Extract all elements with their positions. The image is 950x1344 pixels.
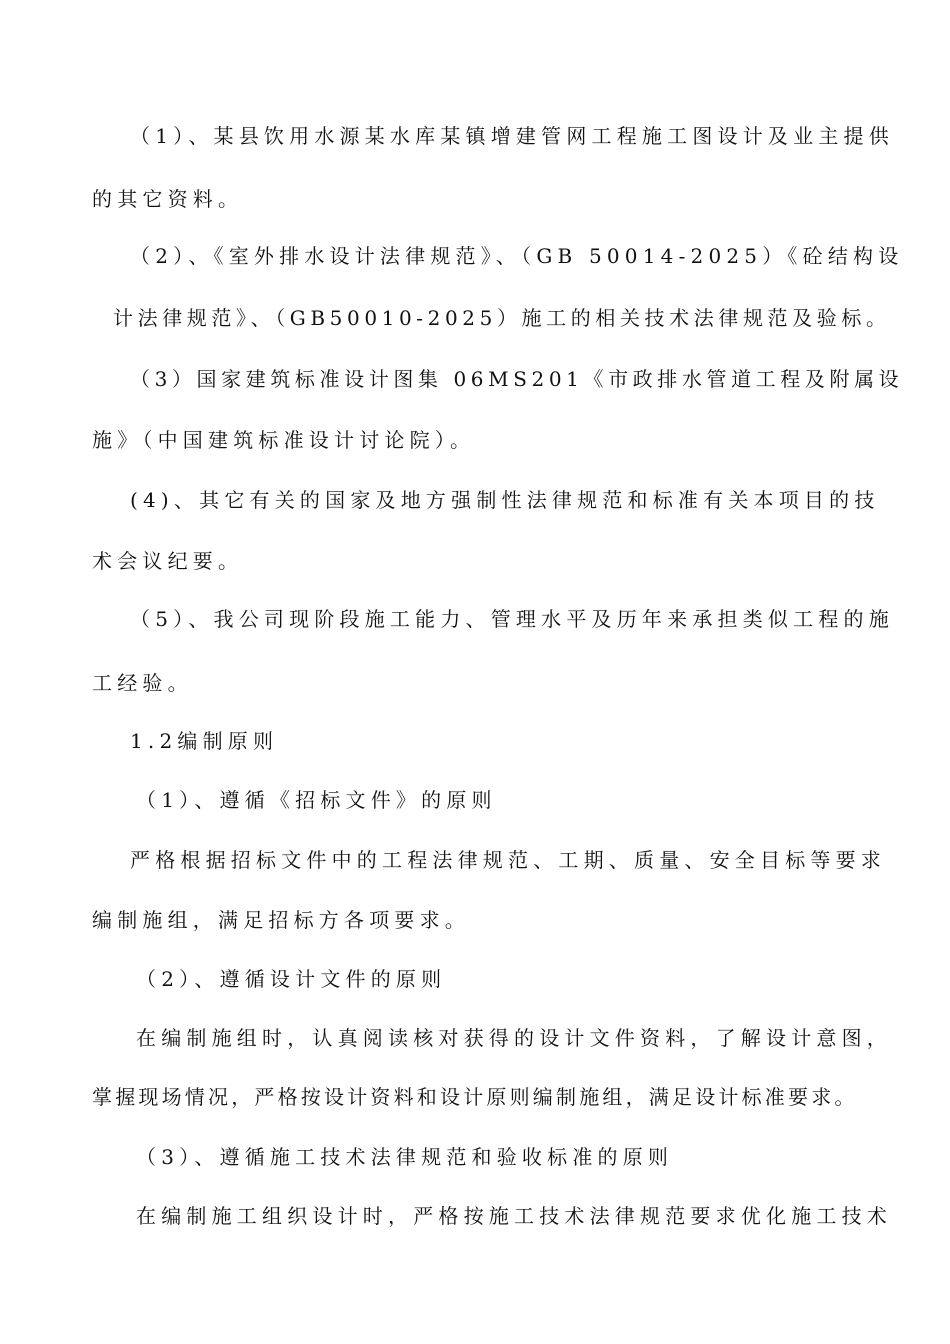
text-line-9: （5）、我公司现阶段施工能力、管理水平及历年来承担类似工程的施	[130, 607, 894, 631]
text-line-14: 编制施组，满足招标方各项要求。	[92, 908, 470, 932]
text-line-4: 计法律规范》、（GB50010-2025）施工的相关技术法律规范及验标。	[113, 306, 891, 330]
text-line-7: (4)、其它有关的国家及地方强制性法律规范和标准有关本项目的技	[130, 488, 880, 512]
text-line-19: 在编制施工组织设计时，严格按施工技术法律规范要求优化施工技术	[136, 1204, 892, 1228]
text-line-3: （2）、《室外排水设计法律规范》、（GB 50014-2025）《砼结构设	[130, 244, 904, 268]
text-line-18: （3）、遵循施工技术法律规范和验收标准的原则	[136, 1145, 674, 1169]
section-heading-1-2: 1.2编制原则	[130, 729, 279, 753]
text-line-12: （1）、遵循《招标文件》的原则	[136, 788, 497, 812]
text-line-6: 施》（中国建筑标准设计讨论院）。	[92, 428, 476, 452]
text-line-2: 的其它资料。	[92, 187, 244, 211]
text-line-10: 工经验。	[92, 671, 193, 695]
text-line-15: （2）、遵循设计文件的原则	[136, 967, 447, 991]
text-line-13: 严格根据招标文件中的工程法律规范、工期、质量、安全目标等要求	[130, 848, 886, 872]
text-line-5: （3）国家建筑标准设计图集 06MS201《市政排水管道工程及附属设	[130, 367, 904, 391]
text-line-8: 术会议纪要。	[92, 549, 244, 573]
text-line-17: 掌握现场情况，严格按设计资料和设计原则编制施组，满足设计标准要求。	[92, 1085, 858, 1109]
text-line-1: （1）、某县饮用水源某水库某镇增建管网工程施工图设计及业主提供	[130, 124, 894, 148]
text-line-16: 在编制施组时，认真阅读核对获得的设计文件资料，了解设计意图，	[136, 1026, 892, 1050]
